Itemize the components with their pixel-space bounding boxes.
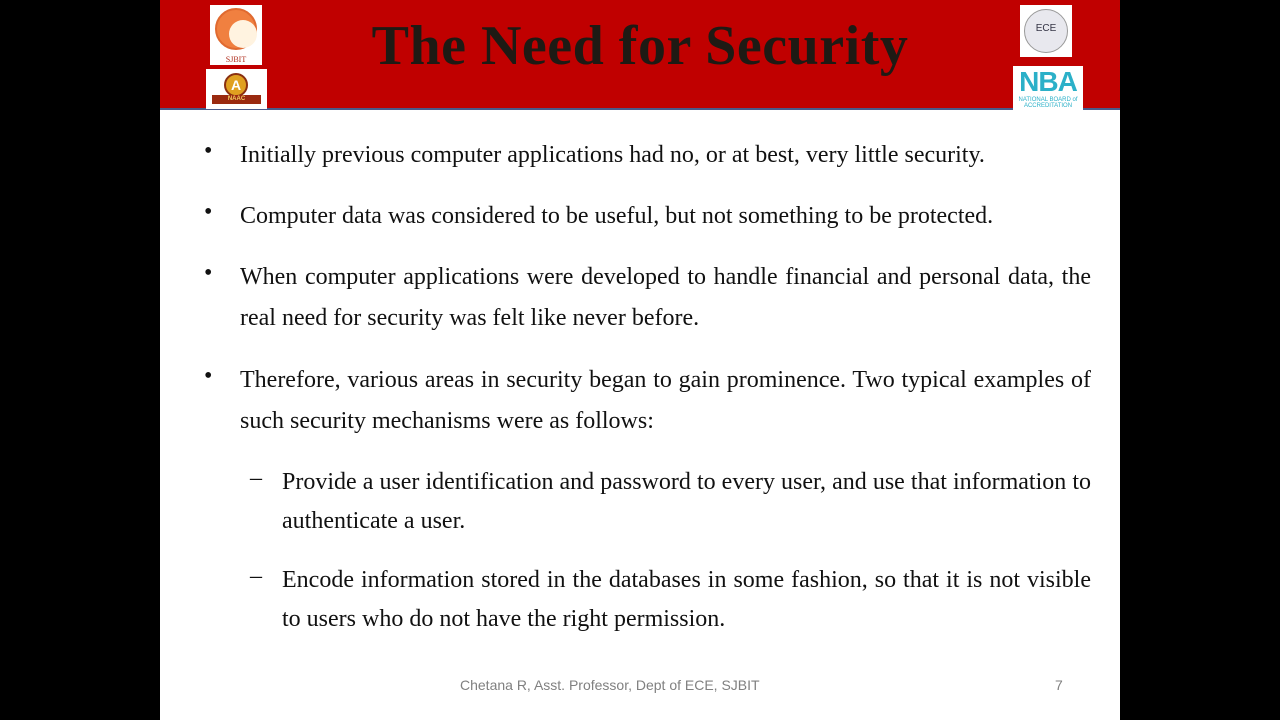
sub-bullet-text: Encode information stored in the databases in some fashion, so that it is not visible to users who do not have the right permission. — [282, 567, 1091, 632]
ece-logo — [1020, 5, 1072, 57]
bullet-text: Therefore, various areas in security began to gain prominence. Two typical examples of such security mechanisms were as follows: — [240, 367, 1091, 434]
bullet-marker: • — [204, 363, 213, 389]
bullet-marker: • — [204, 138, 213, 164]
sub-bullet-text: Provide a user identification and password to every user, and use that information to authenticate a user. — [282, 469, 1091, 534]
slide — [160, 0, 1120, 720]
ece-logo-label: ECE — [1035, 23, 1057, 34]
sjbit-logo-label: SJBIT — [225, 55, 247, 64]
nba-logo-label: NBA — [1019, 66, 1077, 97]
sub-bullet-marker: – — [250, 465, 262, 491]
slide-header — [160, 0, 1120, 110]
nba-logo — [1013, 66, 1083, 110]
bullet-text: Computer data was considered to be useful, but not something to be protected. — [240, 203, 994, 229]
naac-ribbon-label: NAAC — [212, 95, 261, 104]
bullet-marker: • — [204, 260, 213, 286]
bullet-text: Initially previous computer applications had no, or at best, very little security. — [240, 142, 985, 168]
sub-bullet-marker: – — [250, 563, 262, 589]
nba-logo-subtitle: NATIONAL BOARD of ACCREDITATION — [1018, 97, 1078, 109]
naac-grade-medal-icon: A — [224, 73, 248, 97]
slide-footer: Chetana R, Asst. Professor, Dept of ECE, SJBIT — [460, 677, 760, 693]
bullet-marker: • — [204, 199, 213, 225]
slide-title: The Need for Security — [371, 15, 909, 77]
bullet-text: When computer applications were developed to handle financial and personal data, the real need for security was felt like never before. — [240, 264, 1091, 331]
page-number: 7 — [1055, 677, 1063, 693]
